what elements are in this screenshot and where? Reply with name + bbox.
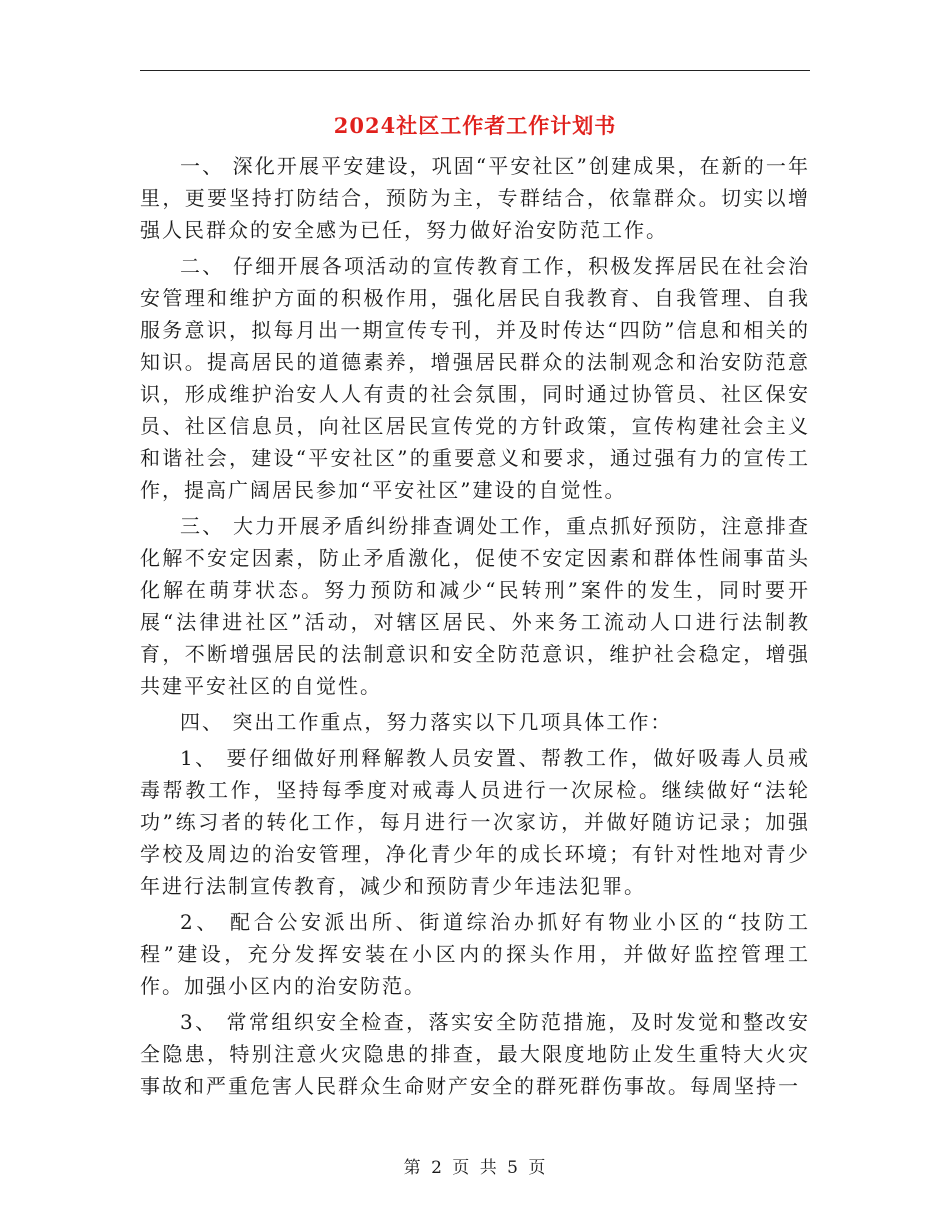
paragraph-1: 一、 深化开展平安建设，巩固“平安社区”创建成果，在新的一年里，更要坚持打防结合，预防为主，专群结合，依靠群众。切实以增强人民群众的安全感为已任，努力做好治安防范工作。 bbox=[140, 154, 810, 242]
document-title: 2024社区工作者工作计划书 bbox=[333, 113, 617, 138]
paragraph-6: 2、 配合公安派出所、街道综治办抓好有物业小区的“技防工程”建设，充分发挥安装在小区内的探头作用，并做好监控管理工作。加强小区内的治安防范。 bbox=[140, 910, 810, 998]
paragraph-2: 二、 仔细开展各项活动的宣传教育工作，积极发挥居民在社会治安管理和维护方面的积极作用，强化居民自我教育、自我管理、自我服务意识，拟每月出一期宣传专刊，并及时传达“四防”信息和相关的知识。提高居民的道德素养，增强居民群众的法制观念和治安防范意识，形成维护治安人人有责的社会氛围，同时通过协管员、社区保安员、社区信息员，向社区居民宣传党的方针政策，宣传构建社会主义和谐社会，建设“平安社区”的重要意义和要求，通过强有力的宣传工作，提高广阔居民参加“平安社区”建设的自觉性。 bbox=[140, 254, 810, 502]
paragraph-3: 三、 大力开展矛盾纠纷排查调处工作，重点抓好预防，注意排查化解不安定因素，防止矛盾激化，促使不安定因素和群体性闹事苗头化解在萌芽状态。努力预防和减少“民转刑”案件的发生，同时要开展“法律进社区”活动，对辖区居民、外来务工流动人口进行法制教育，不断增强居民的法制意识和安全防范意识，维护社会稳定，增强共建平安社区的自觉性。 bbox=[140, 514, 810, 698]
paragraph-4: 四、 突出工作重点，努力落实以下几项具体工作： bbox=[180, 710, 673, 734]
page-footer: 第 2 页 共 5 页 bbox=[403, 1158, 547, 1178]
document-body bbox=[140, 150, 810, 1106]
paragraph-7: 3、 常常组织安全检查，落实安全防范措施，及时发觉和整改安全隐患，特别注意火灾隐患的排查，最大限度地防止发生重特大火灾事故和严重危害人民群众生命财产安全的群死群伤事故。每周坚持一 bbox=[140, 1010, 810, 1098]
header-rule bbox=[140, 70, 810, 71]
paragraph-5: 1、 要仔细做好刑释解教人员安置、帮教工作，做好吸毒人员戒毒帮教工作，坚持每季度对戒毒人员进行一次尿检。继续做好“法轮功”练习者的转化工作，每月进行一次家访，并做好随访记录；加强学校及周边的治安管理，净化青少年的成长环境；有针对性地对青少年进行法制宣传教育，减少和预防青少年违法犯罪。 bbox=[140, 746, 810, 898]
